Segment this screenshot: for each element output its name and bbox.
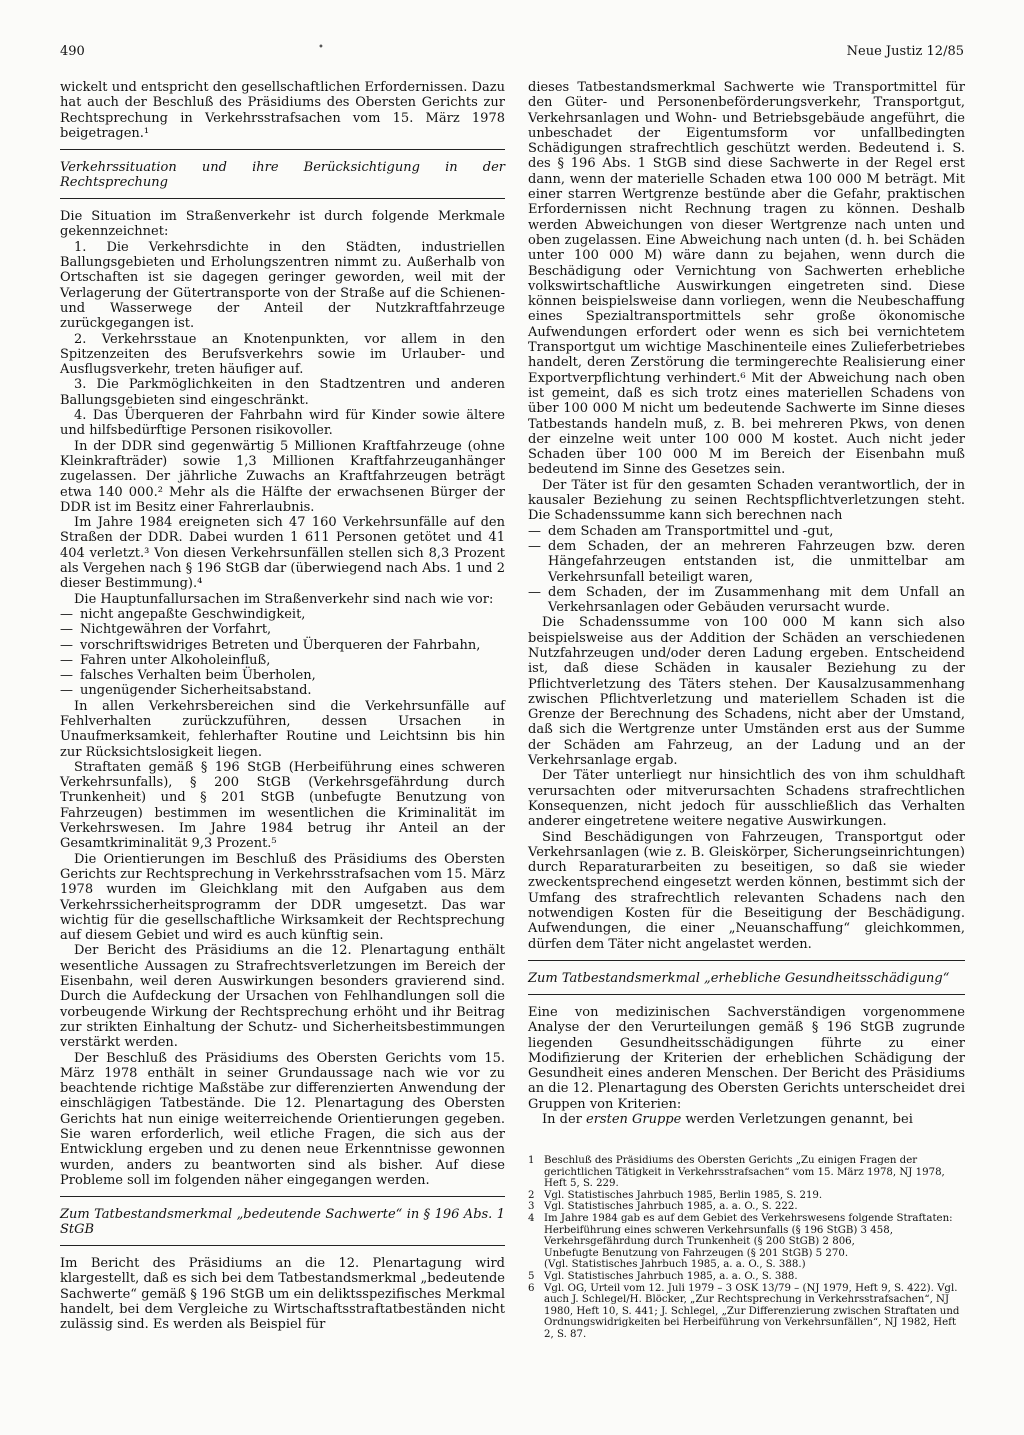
list-item: — Fahren unter Alkoholeinfluß, (60, 652, 271, 668)
footnote-line: Unbefugte Benutzung von Fahrzeugen (§ 201 StGB) 5 270. (544, 1247, 849, 1259)
paragraph: Im Bericht des Präsidiums an die 12. Plenartagung wird klargestellt, daß es sich bei dem Tatbestandsmerkmal „bedeutende Sachwerte“ gemäß § 196 StGB um ein deliktsspezifisches Merkmal handelt, bei dem Vergleiche zu Wirtschaftsstraftatbeständen nicht zulässig sind. Es werden als Beispiel für (60, 1256, 505, 1333)
paragraph: Der Täter unterliegt nur hinsichtlich des von ihm schuldhaft verursachten oder mitverursachten Schadens strafrechtlichen Konsequenzen, nicht jedoch für ausschließlich das Verhalten anderer eingetretene weitere negative Auswirkungen. (528, 768, 965, 830)
footnote: 5 Vgl. Statistisches Jahrbuch 1985, a. a. O., S. 388. (528, 1270, 798, 1282)
right-column (528, 80, 965, 1127)
footnote-line: Verkehrsgefährdung durch Trunkenheit (§ 200 StGB) 2 806, (544, 1236, 855, 1248)
paragraph: Die Situation im Straßenverkehr ist durch folgende Merkmale gekennzeichnet: (60, 209, 505, 240)
list-item: — Nichtgewähren der Vorfahrt, (60, 622, 272, 638)
paragraph: In der DDR sind gegenwärtig 5 Millionen Kraftfahrzeuge (ohne Kleinkrafträder) sowie 1,3 Millionen Kraftfahrzeuganhänger zugelassen. Der jährliche Zuwachs an Kraftfahrzeugen beträgt etwa 140 000.² Mehr als die Hälfte der erwachsenen Bürger der DDR ist im Besitz einer Fahrerlaubnis. (60, 438, 505, 515)
journal-title: Neue Justiz 12/85 (846, 44, 964, 59)
paragraph: Der Beschluß des Präsidiums des Obersten Gerichts vom 15. März 1978 enthält in seiner Grundaussage nach wie vor zu beachtende richtige Maßstäbe zur differenzierten Anwendung der einschlägigen Tatbestände. Die 12. Plenartagung des Obersten Gerichts hat nun einige weiterreichende Orientierungen gegeben. Sie waren erforderlich, weil etliche Fragen, die sich aus der Entwicklung ergeben und zu denen neue Erkenntnisse gewonnen wurden, anders zu beantworten sind als bisher. Auf diese Probleme soll im folgenden näher eingegangen werden. (60, 1050, 505, 1188)
paragraph: Der Täter ist für den gesamten Schaden verantwortlich, der in kausaler Beziehung zu seinen Rechtspflichtverletzungen steht. Die Schadenssumme kann sich berechnen nach (528, 477, 965, 524)
section-heading: Verkehrssituation und ihre Berücksichtigung in der Rechtsprechung (60, 149, 505, 199)
paragraph: Straftaten gemäß § 196 StGB (Herbeiführung eines schweren Verkehrsunfalls), § 200 StGB (Verkehrsgefährdung durch Trunkenheit) und § 201 StGB (unbefugte Benutzung von Fahrzeugen) bestimmen im wesentlichen die Kriminalität im Verkehrswesen. Im Jahre 1984 betrug ihr Anteil an der Gesamtkriminalität 9,3 Prozent.⁵ (60, 759, 505, 852)
page-number: 490 (60, 44, 85, 59)
page-header (60, 44, 964, 64)
footnote: 1 Beschluß des Präsidiums des Obersten Gerichts „Zu einigen Fragen der gerichtlichen Tätigkeit in Verkehrsstrafsachen“ vom 15. März 1978, NJ 1978, Heft 5, S. 229. (528, 1155, 945, 1190)
paragraph: Der Bericht des Präsidiums an die 12. Plenartagung enthält wesentliche Aussagen zu Strafrechtsverletzungen im Bereich der Eisenbahn, weil deren Auswirkungen besonders gravierend sind. Durch die Aufdeckung der Ursachen von Fehlhandlungen soll die vorbeugende Wirkung der Rechtsprechung erhöht und ihr Beitrag zur strikten Einhaltung der Schutz- und Sicherheitsbestimmungen verstärkt werden. (60, 943, 505, 1051)
paragraph: In der ersten Gruppe werden Verletzungen genannt, bei (542, 1112, 913, 1127)
paragraph: 1. Die Verkehrsdichte in den Städten, industriellen Ballungsgebieten und Erholungszentren nimmt zu. Außerhalb von Ortschaften ist sie dagegen geringer geworden, weil mit der Verlagerung der Gütertransporte von der Straße auf die Schienen- und Wasserwege der Anteil der Nutzkraftfahrzeuge zurückgegangen ist. (60, 239, 505, 332)
paragraph: Im Jahre 1984 ereigneten sich 47 160 Verkehrsunfälle auf den Straßen der DDR. Dabei wurden 1 611 Personen getötet und 41 404 verletzt.³ Von diesen Verkehrsunfällen stellen sich 8,3 Prozent als Vergehen nach § 196 StGB dar (überwiegend nach Abs. 1 und 2 dieser Bestimmung).⁴ (60, 515, 505, 592)
list-item: — ungenügender Sicherheitsabstand. (60, 683, 312, 699)
paragraph: 3. Die Parkmöglichkeiten in den Stadtzentren und anderen Ballungsgebieten sind eingeschränkt. (60, 377, 505, 408)
list-item: — vorschriftswidriges Betreten und Überqueren der Fahrbahn, (60, 637, 481, 653)
footnote: 3 Vgl. Statistisches Jahrbuch 1985, a. a. O., S. 222. (528, 1201, 798, 1213)
paragraph: Sind Beschädigungen von Fahrzeugen, Transportgut oder Verkehrsanlagen (wie z. B. Gleiskörper, Sicherungseinrichtungen) durch Reparaturarbeiten zu beseitigen, so daß sie wieder zweckentsprechend eingesetzt werden können, bestimmt sich der Umfang des strafrechtlich relevanten Schadens nach den notwendigen Kosten für die Beseitigung der Beschädigung. Aufwendungen, die einer „Neuanschaffung“ gleichkommen, dürfen dem Täter nicht angelastet werden. (528, 829, 965, 952)
paragraph: Die Hauptunfallursachen im Straßenverkehr sind nach wie vor: (74, 591, 494, 607)
footnotes (528, 1155, 965, 1341)
section-heading: Zum Tatbestandsmerkmal „erhebliche Gesundheitsschädigung“ (528, 960, 965, 995)
section-heading: Zum Tatbestandsmerkmal „bedeutende Sachwerte“ in § 196 Abs. 1 StGB (60, 1196, 505, 1246)
footnote-line: (Vgl. Statistisches Jahrbuch 1985, a. a. O., S. 388.) (544, 1259, 806, 1271)
emphasis: ersten Gruppe (586, 1112, 682, 1127)
paragraph: 2. Verkehrsstaue an Knotenpunkten, vor allem in den Spitzenzeiten des Berufsverkehrs sowie im Urlauber- und Ausflugsverkehr, treten häufiger auf. (60, 331, 505, 378)
paragraph: Eine von medizinischen Sachverständigen vorgenommene Analyse der den Verurteilungen gemäß § 196 StGB zugrunde liegenden Gesundheitsschädigungen führte zu einer Modifizierung der Kriterien der erheblichen Schädigung der Gesundheit eines anderen Menschen. Der Bericht des Präsidiums an die 12. Plenartagung des Obersten Gerichts unterscheidet drei Gruppen von Kriterien: (528, 1004, 965, 1112)
left-column (60, 80, 505, 1333)
paragraph: Die Orientierungen im Beschluß des Präsidiums des Obersten Gerichts zur Rechtsprechung in Verkehrsstrafsachen vom 15. März 1978 wurden im Gleichklang mit den Aufgaben aus dem Verkehrssicherheitsprogramm der DDR umgesetzt. Das war wichtig für die gesellschaftliche Wirksamkeit der Rechtsprechung auf diesem Gebiet und wird es auch künftig sein. (60, 851, 505, 944)
list-item: — falsches Verhalten beim Überholen, (60, 668, 316, 684)
list-item: — nicht angepaßte Geschwindigkeit, (60, 606, 306, 622)
paragraph: wickelt und entspricht den gesellschaftlichen Erfordernissen. Dazu hat auch der Beschluß des Präsidiums des Obersten Gerichts zur Rechtsprechung in Verkehrsstrafsachen vom 15. März 1978 beigetragen.¹ (60, 80, 505, 141)
list-item: — dem Schaden am Transportmittel und -gut, (528, 523, 834, 539)
paragraph: In allen Verkehrsbereichen sind die Verkehrsunfälle auf Fehlverhalten zurückzuführen, dessen Ursachen in Unaufmerksamkeit, fehlerhafter Routine und Leichtsinn bis hin zur Rücksichtslosigkeit liegen. (60, 698, 505, 760)
paragraph: Die Schadenssumme von 100 000 M kann sich also beispielsweise aus der Addition der Schäden an verschiedenen Nutzfahrzeugen und/oder deren Ladung ergeben. Entscheidend ist, daß diese Schäden in kausaler Beziehung zu der Pflichtverletzung des Täters stehen. Der Kausalzusammenhang zwischen Pflichtverletzung und materiellem Schaden ist die Grenze der Berechnung des Schadens, nicht aber der Umstand, daß sich die Wertgrenze unter Umständen erst aus der Summe der Schäden am Fahrzeug, an der Ladung und an der Verkehrsanlage ergab. (528, 615, 965, 769)
list-item: — dem Schaden, der an mehreren Fahrzeugen bzw. deren Hängefahrzeugen entstanden ist, die unmittelbar am Verkehrsunfall beteiligt waren, (528, 538, 965, 585)
footnote: 2 Vgl. Statistisches Jahrbuch 1985, Berlin 1985, S. 219. (528, 1189, 823, 1201)
paragraph: dieses Tatbestandsmerkmal Sachwerte wie Transportmittel für den Güter- und Personenbeförderungsverkehr, Transportgut, Verkehrsanlagen und Wohn- und Betriebsgebäude angeführt, die unbeschadet der Eigentumsform vor unfallbedingten Schädigungen strafrechtlich geschützt werden. Bedeutend i. S. des § 196 Abs. 1 StGB sind diese Sachwerte in der Regel erst dann, wenn der materielle Schaden etwa 100 000 M beträgt. Mit einer starren Wertgrenze bestünde aber die Gefahr, praktischen Erfordernissen nicht Rechnung tragen zu können. Deshalb werden Abweichungen von dieser Wertgrenze nach unten und oben zugelassen. Eine Abweichung nach unten (d. h. bei Schäden unter 100 000 M) wäre dann zu bejahen, wenn durch die Beschädigung oder Vernichtung von Sachwerten erhebliche volkswirtschaftliche Auswirkungen eingetreten sind. Diese können beispielsweise dann vorliegen, wenn die Neubeschaffung eines Spezialtransportmittels sehr große ökonomische Aufwendungen erfordert oder wenn es sich bei vernichtetem Transportgut um wichtige Maschinenteile eines Zulieferbetriebes handelt, deren Zerstörung die termingerechte Realisierung einer Exportverpflichtung verhindert.⁶ Mit der Abweichung nach oben ist gemeint, daß es sich trotz eines materiellen Schadens von über 100 000 M nicht um bedeutende Sachwerte im Sinne dieses Tatbestands handeln muß, z. B. bei mehreren Pkws, von denen der einzelne weit unter 100 000 M kostet. Auch nicht jeder Schaden über 100 000 M im Bereich der Eisenbahn muß bedeutend im Sinne des Gesetzes sein. (528, 80, 965, 478)
footnote-line: Herbeiführung eines schweren Verkehrsunfalls (§ 196 StGB) 3 458, (544, 1224, 893, 1236)
footnote: 6 Vgl. OG, Urteil vom 12. Juli 1979 – 3 OSK 13/79 – (NJ 1979, Heft 9, S. 422). Vgl. auch J. Schlegel/H. Blöcker, „Zur Rechtsprechung in Verkehrsstrafsachen“, NJ 1980, Heft 10, S. 441; J. Schlegel, „Zur Differenzierung zwischen Straftaten und Ordnungswidrigkeiten bei Herbeiführung von Verkehrsunfällen“, NJ 1982, Heft 2, S. 87. (528, 1282, 960, 1340)
paragraph: 4. Das Überqueren der Fahrbahn wird für Kinder sowie ältere und hilfsbedürftige Personen risikovoller. (60, 408, 505, 439)
footnote: 4 Im Jahre 1984 gab es auf dem Gebiet des Verkehrswesens folgende Straftaten: (528, 1212, 953, 1224)
bullet-mark: • (318, 42, 324, 53)
list-item: — dem Schaden, der im Zusammenhang mit dem Unfall an Verkehrsanlagen oder Gebäuden verursacht wurde. (528, 584, 965, 616)
